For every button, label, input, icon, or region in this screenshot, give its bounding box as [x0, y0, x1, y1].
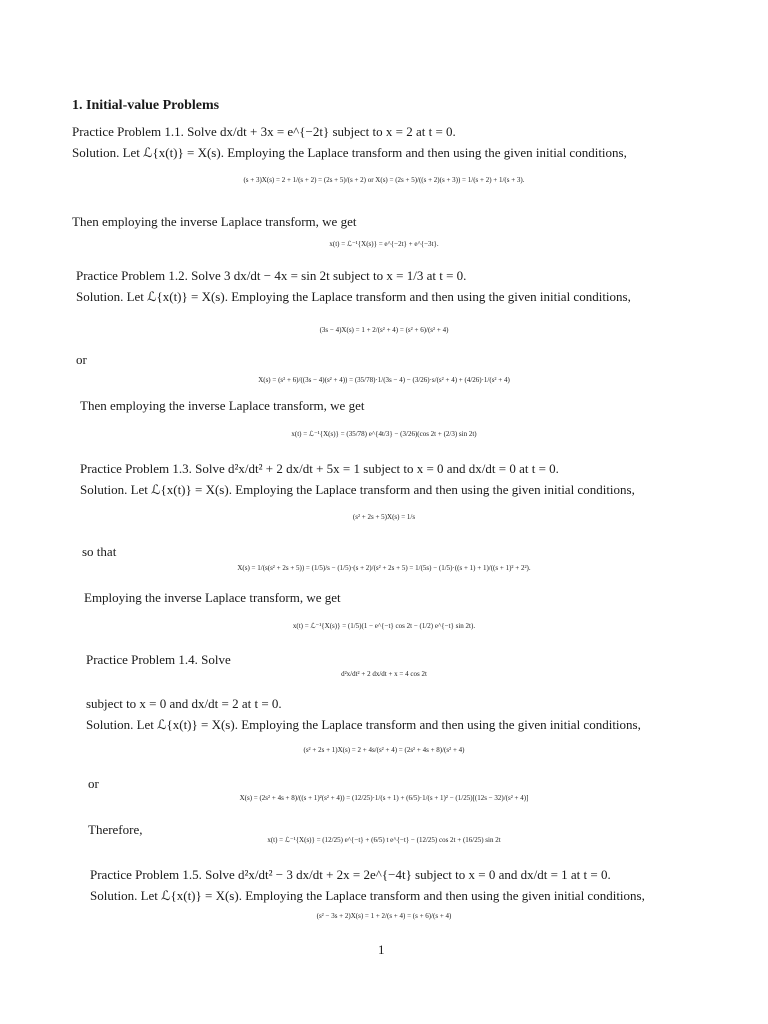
problem-1-3-equation-solution: x(t) = ℒ⁻¹{X(s)} = (1/5)(1 − e^{−t} cos 2t − (1/2) e^{−t} sin 2t). [292, 622, 476, 630]
problem-1-5-equation-transform: (s² − 3s + 2)X(s) = 1 + 2/(s + 4) = (s + 6)/(s + 4) [316, 912, 452, 920]
problem-1-2-equation-partial-fractions: X(s) = (s² + 6)/((3s − 4)(s² + 4)) = (35/78)·1/(3s − 4) − (3/26)·s/(s² + 4) + (4/26)·1/(s² + 4) [258, 376, 510, 384]
problem-1-4-initial-conditions: subject to x = 0 and dx/dt = 2 at t = 0. [86, 696, 282, 711]
problem-1-4-equation-ode: d²x/dt² + 2 dx/dt + x = 4 cos 2t [341, 670, 427, 678]
problem-1-4-or: or [88, 776, 99, 791]
problem-1-3-equation-partial-fractions: X(s) = 1/(s(s² + 2s + 5)) = (1/5)/s − (1/5)·(s + 2)/(s² + 2s + 5) = 1/(5s) − (1/5)·((s + 1) + 1)/((s + 1)² + 2²). [237, 564, 531, 572]
problem-1-4-equation-partial-fractions: X(s) = (2s² + 4s + 8)/((s + 1)²(s² + 4)) = (12/25)·1/(s + 1) + (6/5)·1/(s + 1)² − (1/25)[(12s − 32)/(s² + 4)] [239, 794, 529, 802]
problem-1-4-solution-intro: Solution. Let ℒ{x(t)} = X(s). Employing the Laplace transform and then using the given initial conditions, [86, 717, 641, 732]
problem-1-1-equation-transform: (s + 3)X(s) = 2 + 1/(s + 2) = (2s + 5)/(s + 2) or X(s) = (2s + 5)/((s + 2)(s + 3)) = 1/(s + 2) + 1/(s + 3). [243, 176, 525, 184]
problem-1-4-equation-transform: (s² + 2s + 1)X(s) = 2 + 4s/(s² + 4) = (2s² + 4s + 8)/(s² + 4) [303, 746, 465, 754]
problem-1-2-solution-intro: Solution. Let ℒ{x(t)} = X(s). Employing the Laplace transform and then using the given initial conditions, [76, 289, 631, 304]
problem-1-2-inverse-text: Then employing the inverse Laplace transform, we get [80, 398, 365, 413]
problem-1-3-equation-transform: (s² + 2s + 5)X(s) = 1/s [352, 513, 416, 521]
problem-1-3-solution-intro: Solution. Let ℒ{x(t)} = X(s). Employing the Laplace transform and then using the given initial conditions, [80, 482, 635, 497]
section-title: 1. Initial-value Problems [72, 98, 220, 113]
problem-1-3-statement: Practice Problem 1.3. Solve d²x/dt² + 2 dx/dt + 5x = 1 subject to x = 0 and dx/dt = 0 at t = 0. [80, 461, 559, 476]
problem-1-2-or: or [76, 352, 87, 367]
problem-1-1-equation-solution: x(t) = ℒ⁻¹{X(s)} = e^{−2t} + e^{−3t}. [329, 240, 439, 248]
page-number: 1 [378, 942, 385, 957]
problem-1-4-equation-solution: x(t) = ℒ⁻¹{X(s)} = (12/25) e^{−t} + (6/5) t e^{−t} − (12/25) cos 2t + (16/25) sin 2t [267, 836, 501, 844]
problem-1-1-statement: Practice Problem 1.1. Solve dx/dt + 3x = e^{−2t} subject to x = 2 at t = 0. [72, 124, 456, 139]
problem-1-1-solution-intro: Solution. Let ℒ{x(t)} = X(s). Employing the Laplace transform and then using the given initial conditions, [72, 145, 627, 160]
problem-1-2-statement: Practice Problem 1.2. Solve 3 dx/dt − 4x = sin 2t subject to x = 1/3 at t = 0. [76, 268, 467, 283]
problem-1-5-solution-intro: Solution. Let ℒ{x(t)} = X(s). Employing the Laplace transform and then using the given initial conditions, [90, 888, 645, 903]
problem-1-1-inverse-text: Then employing the inverse Laplace transform, we get [72, 214, 357, 229]
problem-1-2-equation-solution: x(t) = ℒ⁻¹{X(s)} = (35/78) e^{4t/3} − (3/26)(cos 2t + (2/3) sin 2t) [291, 430, 477, 438]
problem-1-4-statement: Practice Problem 1.4. Solve [86, 652, 231, 667]
problem-1-5-statement: Practice Problem 1.5. Solve d²x/dt² − 3 dx/dt + 2x = 2e^{−4t} subject to x = 0 and dx/dt = 1 at t = 0. [90, 867, 611, 882]
problem-1-3-inverse-text: Employing the inverse Laplace transform, we get [84, 590, 341, 605]
problem-1-2-equation-transform: (3s − 4)X(s) = 1 + 2/(s² + 4) = (s² + 6)/(s² + 4) [319, 326, 449, 334]
problem-1-3-so-that: so that [82, 544, 117, 559]
problem-1-4-therefore: Therefore, [88, 822, 143, 837]
